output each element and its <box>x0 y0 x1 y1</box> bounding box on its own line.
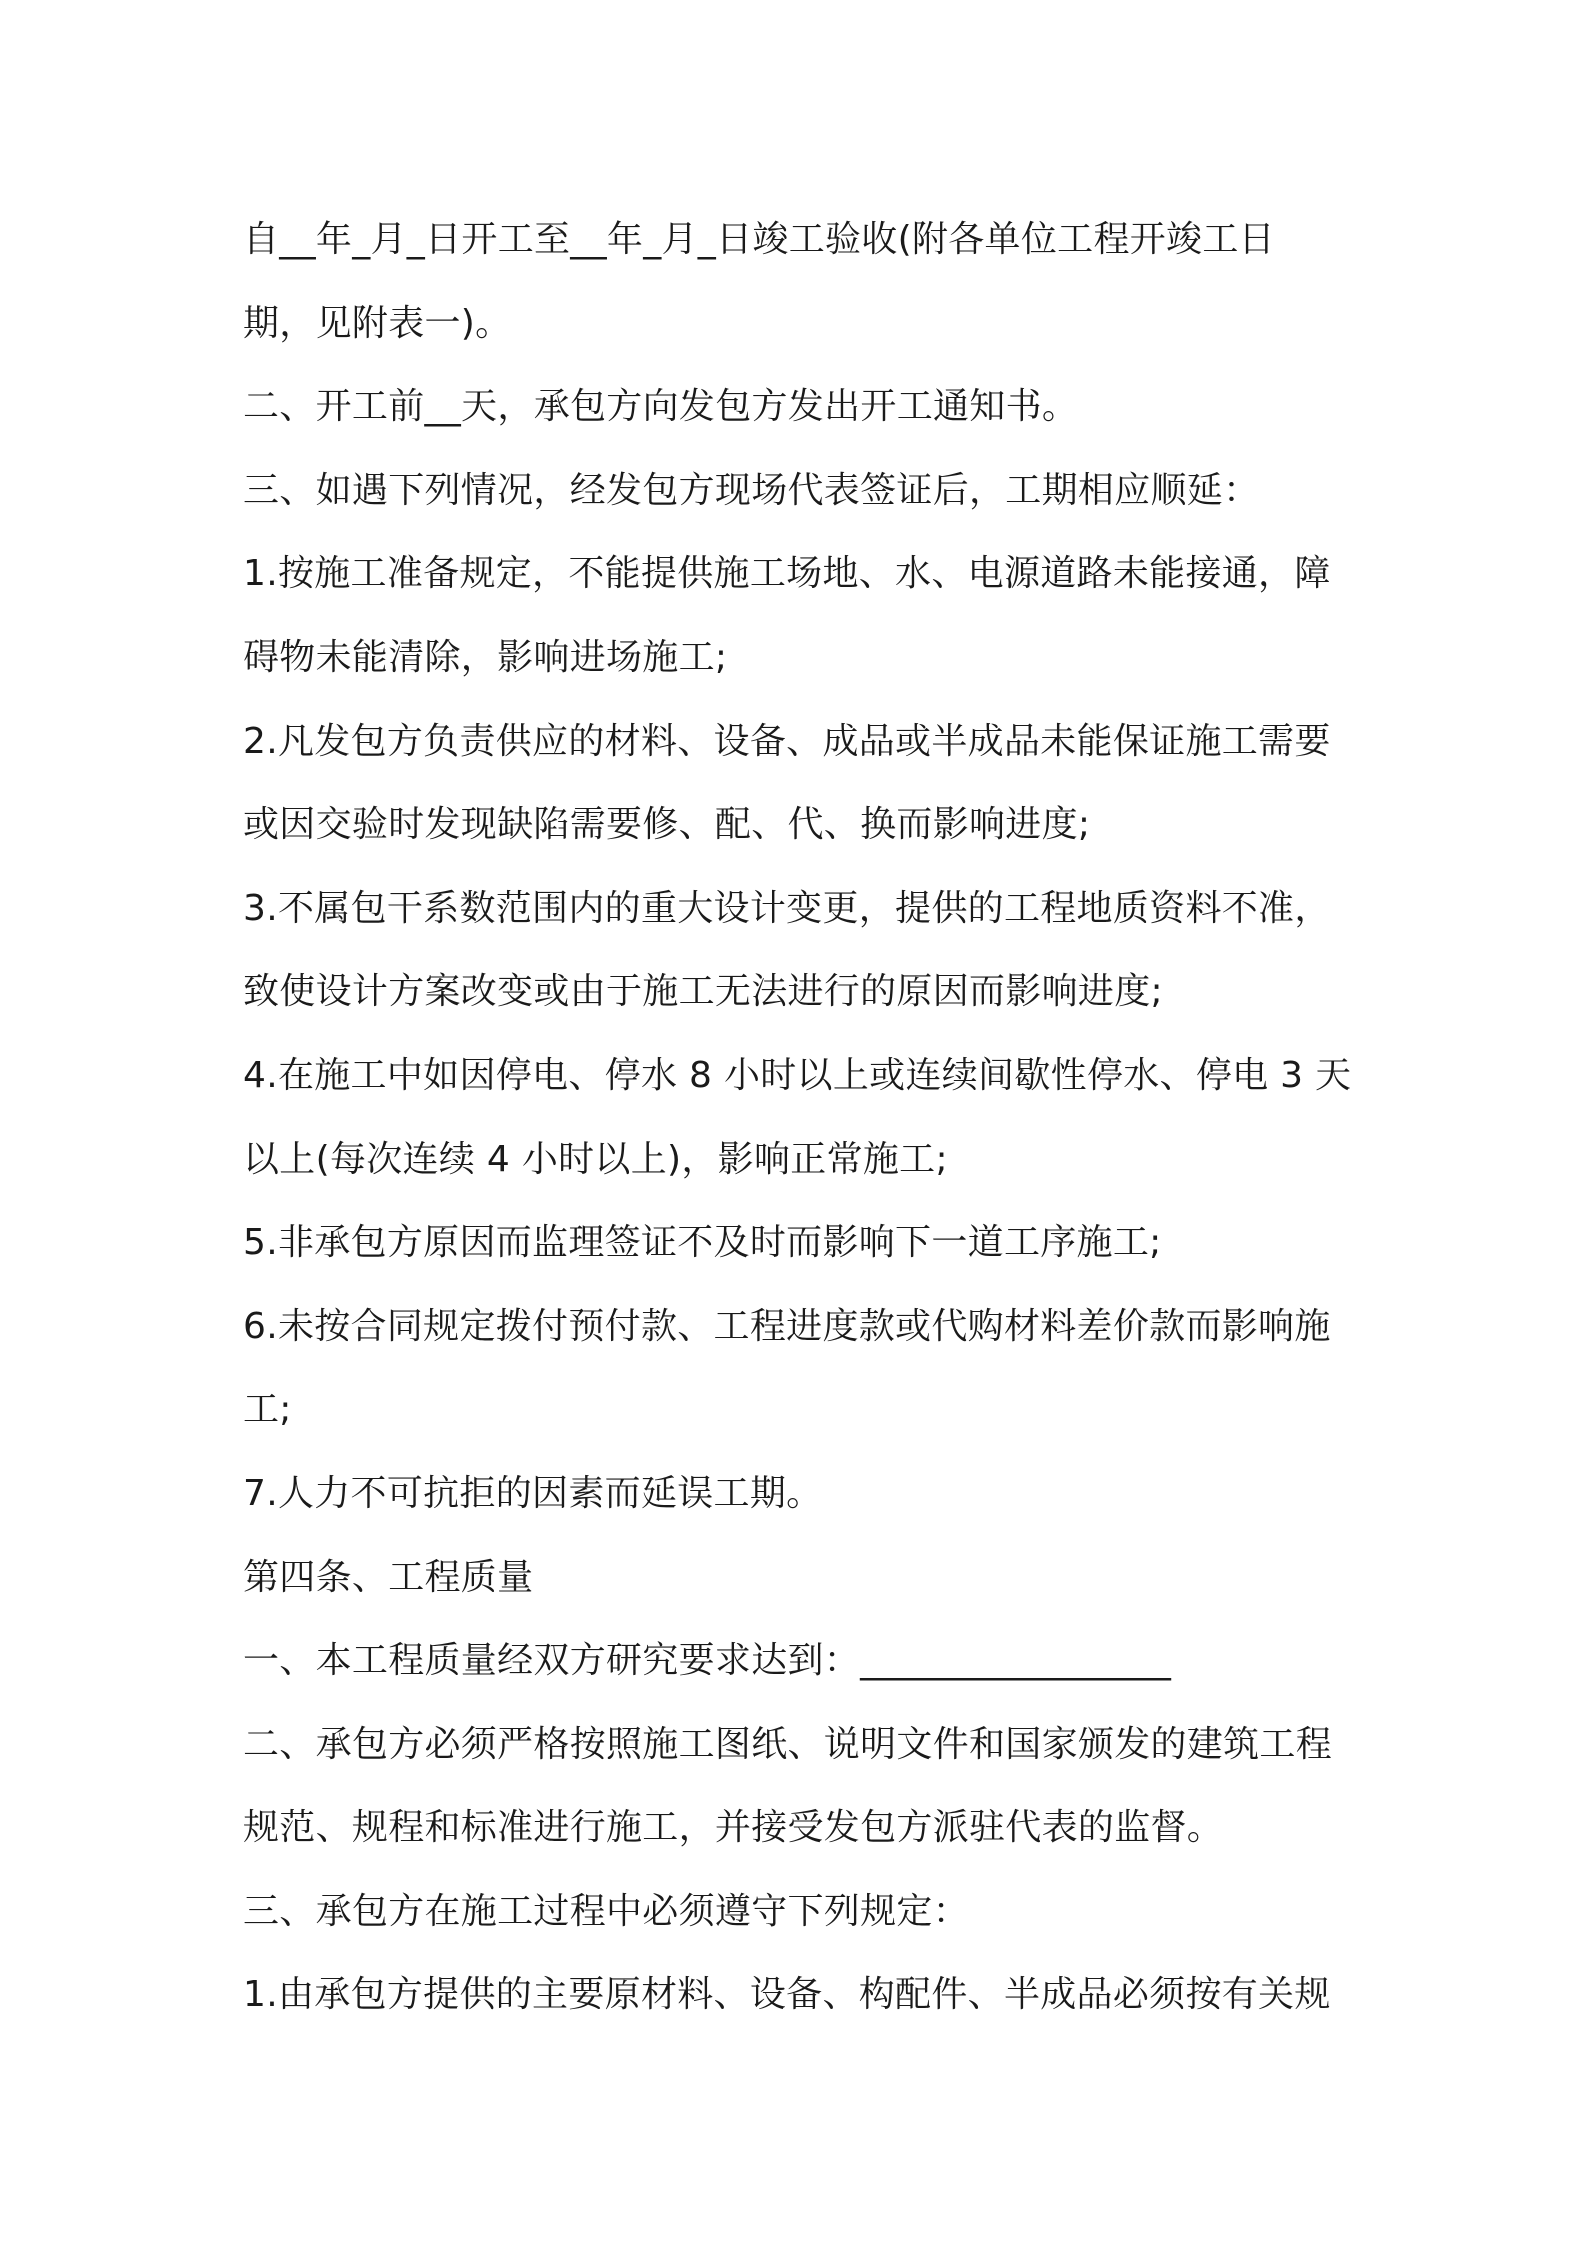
text-line: 4.在施工中如因停电、停水 8 小时以上或连续间歇性停水、停电 3 天 <box>243 1054 1352 1096</box>
text-line: 致使设计方案改变或由于施工无法进行的原因而影响进度; <box>243 971 1163 1013</box>
text-line: 一、本工程质量经双方研究要求达到：_________________ <box>243 1640 1172 1682</box>
text-line: 3.不属包干系数范围内的重大设计变更，提供的工程地质资料不准， <box>243 887 1331 929</box>
text-line: 自__年_月_日开工至__年_月_日竣工验收(附各单位工程开竣工日 <box>243 219 1275 260</box>
text-line: 规范、规程和标准进行施工，并接受发包方派驻代表的监督。 <box>243 1807 1224 1849</box>
text-line: 或因交验时发现缺陷需要修、配、代、换而影响进度; <box>243 804 1091 846</box>
text-line: 期，见附表一)。 <box>243 302 512 344</box>
text-line: 碍物未能清除，影响进场施工; <box>243 636 728 678</box>
text-line: 5.非承包方原因而监理签证不及时而影响下一道工序施工; <box>243 1222 1162 1264</box>
text-line: 2.凡发包方负责供应的材料、设备、成品或半成品未能保证施工需要 <box>243 720 1331 762</box>
section-heading: 第四条、工程质量 <box>243 1556 534 1598</box>
text-line: 6.未按合同规定拨付预付款、工程进度款或代购材料差价款而影响施 <box>243 1305 1331 1347</box>
text-line: 二、开工前__天，承包方向发包方发出开工通知书。 <box>243 386 1079 428</box>
text-line: 以上(每次连续 4 小时以上)，影响正常施工; <box>243 1138 948 1180</box>
text-line: 工; <box>243 1389 292 1431</box>
document-body <box>243 198 1363 2037</box>
text-line: 二、承包方必须严格按照施工图纸、说明文件和国家颁发的建筑工程 <box>243 1723 1333 1765</box>
text-line: 7.人力不可抗拒的因素而延误工期。 <box>243 1472 823 1514</box>
text-line: 1.按施工准备规定，不能提供施工场地、水、电源道路未能接通，障 <box>243 553 1331 595</box>
text-line: 三、如遇下列情况，经发包方现场代表签证后，工期相应顺延： <box>243 469 1260 511</box>
text-line: 三、承包方在施工过程中必须遵守下列规定： <box>243 1890 970 1932</box>
text-line: 1.由承包方提供的主要原材料、设备、构配件、半成品必须按有关规 <box>243 1974 1331 2016</box>
